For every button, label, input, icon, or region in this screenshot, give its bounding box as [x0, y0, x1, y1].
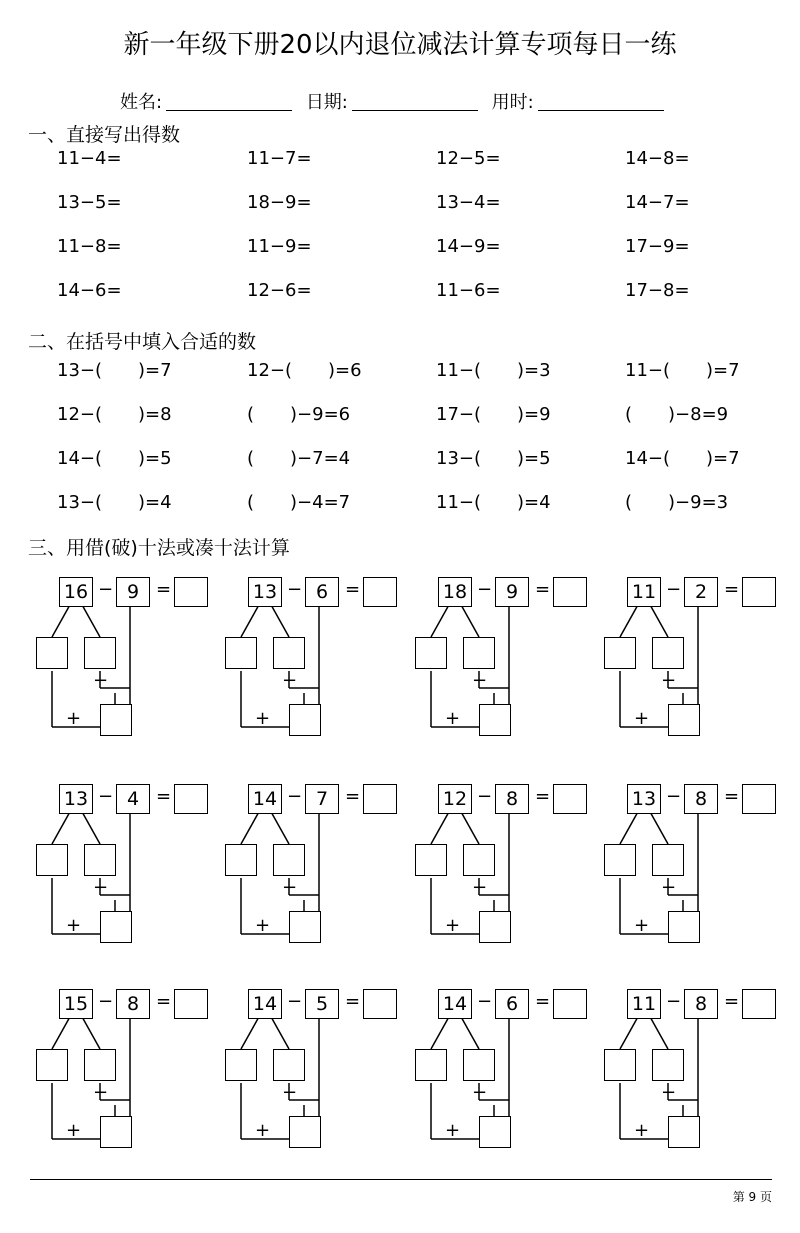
- split-box-right[interactable]: [273, 637, 305, 669]
- subtrahend-box: 8: [684, 784, 718, 814]
- fill-parentheses-problem: ( )−9=3: [625, 492, 729, 513]
- subtrahend-box: 4: [116, 784, 150, 814]
- direct-calc-problem: 11−4=: [57, 148, 122, 169]
- direct-calc-problem: 14−6=: [57, 280, 122, 301]
- minuend-box: 16: [59, 577, 93, 607]
- fill-parentheses-problem: ( )−8=9: [625, 404, 729, 425]
- result-box[interactable]: [668, 704, 700, 736]
- fill-parentheses-problem: 11−( )=4: [436, 492, 551, 513]
- answer-box[interactable]: [363, 784, 397, 814]
- answer-box[interactable]: [553, 577, 587, 607]
- equals-sign: =: [535, 991, 551, 1012]
- result-box[interactable]: [100, 911, 132, 943]
- inner-minus-sign: −: [661, 877, 677, 898]
- answer-box[interactable]: [553, 784, 587, 814]
- answer-box[interactable]: [742, 577, 776, 607]
- minuend-box: 15: [59, 989, 93, 1019]
- inner-minus-sign: −: [661, 1082, 677, 1103]
- split-box-left[interactable]: [36, 637, 68, 669]
- decomposition-diagram: [219, 562, 409, 752]
- equals-sign: =: [535, 786, 551, 807]
- split-box-left[interactable]: [225, 844, 257, 876]
- plus-sign: +: [634, 1120, 650, 1141]
- split-box-right[interactable]: [652, 844, 684, 876]
- plus-sign: +: [66, 1120, 82, 1141]
- equals-sign: =: [156, 579, 172, 600]
- result-box[interactable]: [668, 911, 700, 943]
- inner-minus-sign: −: [472, 670, 488, 691]
- fill-parentheses-problem: ( )−7=4: [247, 448, 351, 469]
- decomposition-diagram: [598, 769, 788, 959]
- minus-sign: −: [477, 579, 493, 600]
- decomposition-diagram: [598, 974, 788, 1164]
- minus-sign: −: [98, 786, 114, 807]
- minus-sign: −: [287, 786, 303, 807]
- subtrahend-box: 8: [684, 989, 718, 1019]
- inner-minus-sign: −: [282, 877, 298, 898]
- subtrahend-box: 9: [116, 577, 150, 607]
- plus-sign: +: [255, 915, 271, 936]
- minus-sign: −: [98, 579, 114, 600]
- inner-minus-sign: −: [472, 1082, 488, 1103]
- decomposition-diagram: [409, 562, 599, 752]
- split-box-right[interactable]: [463, 1049, 495, 1081]
- plus-sign: +: [445, 708, 461, 729]
- time-blank[interactable]: [538, 91, 664, 111]
- direct-calc-problem: 11−9=: [247, 236, 312, 257]
- answer-box[interactable]: [174, 577, 208, 607]
- minus-sign: −: [666, 579, 682, 600]
- fill-parentheses-problem: 12−( )=6: [247, 360, 362, 381]
- inner-minus-sign: −: [93, 877, 109, 898]
- equals-sign: =: [724, 991, 740, 1012]
- subtrahend-box: 7: [305, 784, 339, 814]
- result-box[interactable]: [668, 1116, 700, 1148]
- fill-parentheses-problem: 13−( )=7: [57, 360, 172, 381]
- decomposition-diagram: [219, 769, 409, 959]
- date-field[interactable]: [306, 88, 478, 114]
- minus-sign: −: [287, 991, 303, 1012]
- split-box-left[interactable]: [225, 637, 257, 669]
- result-box[interactable]: [289, 1116, 321, 1148]
- direct-calc-problem: 11−8=: [57, 236, 122, 257]
- split-box-left[interactable]: [36, 844, 68, 876]
- decomposition-diagram: [30, 974, 220, 1164]
- student-info-row: [120, 88, 672, 114]
- result-box[interactable]: [479, 704, 511, 736]
- minuend-box: 14: [438, 989, 472, 1019]
- direct-calc-problem: 13−5=: [57, 192, 122, 213]
- split-box-right[interactable]: [273, 1049, 305, 1081]
- time-field[interactable]: [492, 88, 664, 114]
- minuend-box: 13: [59, 784, 93, 814]
- direct-calc-problem: 14−7=: [625, 192, 690, 213]
- inner-minus-sign: −: [93, 1082, 109, 1103]
- split-box-left[interactable]: [415, 637, 447, 669]
- date-label: 日期:: [305, 92, 348, 113]
- minus-sign: −: [477, 786, 493, 807]
- plus-sign: +: [445, 1120, 461, 1141]
- result-box[interactable]: [100, 1116, 132, 1148]
- split-box-left[interactable]: [604, 1049, 636, 1081]
- split-box-right[interactable]: [652, 1049, 684, 1081]
- split-box-right[interactable]: [84, 1049, 116, 1081]
- page-number: 第 9 页: [732, 1190, 772, 1204]
- equals-sign: =: [724, 579, 740, 600]
- answer-box[interactable]: [363, 989, 397, 1019]
- equals-sign: =: [345, 786, 361, 807]
- minuend-box: 13: [627, 784, 661, 814]
- split-box-left[interactable]: [225, 1049, 257, 1081]
- minuend-box: 18: [438, 577, 472, 607]
- time-label: 用时:: [491, 92, 534, 113]
- minus-sign: −: [666, 991, 682, 1012]
- decomposition-diagram: [598, 562, 788, 752]
- split-box-left[interactable]: [415, 844, 447, 876]
- split-box-right[interactable]: [463, 637, 495, 669]
- fill-parentheses-problem: 13−( )=5: [436, 448, 551, 469]
- plus-sign: +: [255, 708, 271, 729]
- inner-minus-sign: −: [472, 877, 488, 898]
- fill-parentheses-problem: 11−( )=3: [436, 360, 551, 381]
- direct-calc-problem: 14−9=: [436, 236, 501, 257]
- answer-box[interactable]: [174, 989, 208, 1019]
- fill-parentheses-problem: 12−( )=8: [57, 404, 172, 425]
- section3-diagram-grid: [0, 562, 800, 1162]
- footer-divider: [30, 1179, 772, 1180]
- plus-sign: +: [66, 915, 82, 936]
- decomposition-diagram: [30, 562, 220, 752]
- fill-parentheses-problem: 13−( )=4: [57, 492, 172, 513]
- subtrahend-box: 9: [495, 577, 529, 607]
- section1-title: 一、直接写出得数: [28, 124, 181, 146]
- result-box[interactable]: [289, 704, 321, 736]
- direct-calc-problem: 12−5=: [436, 148, 501, 169]
- fill-parentheses-problem: 14−( )=5: [57, 448, 172, 469]
- fill-parentheses-problem: 11−( )=7: [625, 360, 740, 381]
- result-box[interactable]: [100, 704, 132, 736]
- direct-calc-problem: 18−9=: [247, 192, 312, 213]
- subtrahend-box: 8: [116, 989, 150, 1019]
- equals-sign: =: [156, 786, 172, 807]
- plus-sign: +: [445, 915, 461, 936]
- split-box-left[interactable]: [36, 1049, 68, 1081]
- split-box-left[interactable]: [415, 1049, 447, 1081]
- subtrahend-box: 2: [684, 577, 718, 607]
- section3-title: 三、用借(破)十法或凑十法计算: [28, 537, 290, 559]
- split-box-right[interactable]: [652, 637, 684, 669]
- equals-sign: =: [535, 579, 551, 600]
- split-box-right[interactable]: [84, 637, 116, 669]
- decomposition-diagram: [409, 974, 599, 1164]
- minus-sign: −: [98, 991, 114, 1012]
- plus-sign: +: [255, 1120, 271, 1141]
- inner-minus-sign: −: [282, 1082, 298, 1103]
- split-box-left[interactable]: [604, 637, 636, 669]
- subtrahend-box: 6: [495, 989, 529, 1019]
- minuend-box: 11: [627, 989, 661, 1019]
- answer-box[interactable]: [742, 784, 776, 814]
- equals-sign: =: [345, 579, 361, 600]
- fill-parentheses-problem: 17−( )=9: [436, 404, 551, 425]
- direct-calc-problem: 13−4=: [436, 192, 501, 213]
- fill-parentheses-problem: ( )−4=7: [247, 492, 351, 513]
- equals-sign: =: [724, 786, 740, 807]
- answer-box[interactable]: [742, 989, 776, 1019]
- minuend-box: 14: [248, 784, 282, 814]
- split-box-right[interactable]: [463, 844, 495, 876]
- inner-minus-sign: −: [661, 670, 677, 691]
- equals-sign: =: [345, 991, 361, 1012]
- subtrahend-box: 6: [305, 577, 339, 607]
- inner-minus-sign: −: [282, 670, 298, 691]
- plus-sign: +: [66, 708, 82, 729]
- inner-minus-sign: −: [93, 670, 109, 691]
- direct-calc-problem: 12−6=: [247, 280, 312, 301]
- decomposition-diagram: [30, 769, 220, 959]
- name-label: 姓名:: [120, 92, 163, 113]
- name-field[interactable]: [120, 88, 292, 114]
- minuend-box: 11: [627, 577, 661, 607]
- date-blank[interactable]: [352, 91, 478, 111]
- result-box[interactable]: [289, 911, 321, 943]
- fill-parentheses-problem: 14−( )=7: [625, 448, 740, 469]
- minuend-box: 12: [438, 784, 472, 814]
- plus-sign: +: [634, 708, 650, 729]
- plus-sign: +: [634, 915, 650, 936]
- fill-parentheses-problem: ( )−9=6: [247, 404, 351, 425]
- minuend-box: 14: [248, 989, 282, 1019]
- minus-sign: −: [477, 991, 493, 1012]
- direct-calc-problem: 14−8=: [625, 148, 690, 169]
- split-box-left[interactable]: [604, 844, 636, 876]
- answer-box[interactable]: [174, 784, 208, 814]
- result-box[interactable]: [479, 911, 511, 943]
- equals-sign: =: [156, 991, 172, 1012]
- answer-box[interactable]: [553, 989, 587, 1019]
- minus-sign: −: [666, 786, 682, 807]
- subtrahend-box: 8: [495, 784, 529, 814]
- direct-calc-problem: 17−9=: [625, 236, 690, 257]
- name-blank[interactable]: [166, 91, 292, 111]
- decomposition-diagram: [219, 974, 409, 1164]
- direct-calc-problem: 11−7=: [247, 148, 312, 169]
- answer-box[interactable]: [363, 577, 397, 607]
- direct-calc-problem: 11−6=: [436, 280, 501, 301]
- direct-calc-problem: 17−8=: [625, 280, 690, 301]
- split-box-right[interactable]: [273, 844, 305, 876]
- decomposition-diagram: [409, 769, 599, 959]
- subtrahend-box: 5: [305, 989, 339, 1019]
- split-box-right[interactable]: [84, 844, 116, 876]
- page-title: 新一年级下册20以内退位减法计算专项每日一练: [123, 30, 677, 60]
- minuend-box: 13: [248, 577, 282, 607]
- result-box[interactable]: [479, 1116, 511, 1148]
- section2-title: 二、在括号中填入合适的数: [28, 331, 257, 353]
- minus-sign: −: [287, 579, 303, 600]
